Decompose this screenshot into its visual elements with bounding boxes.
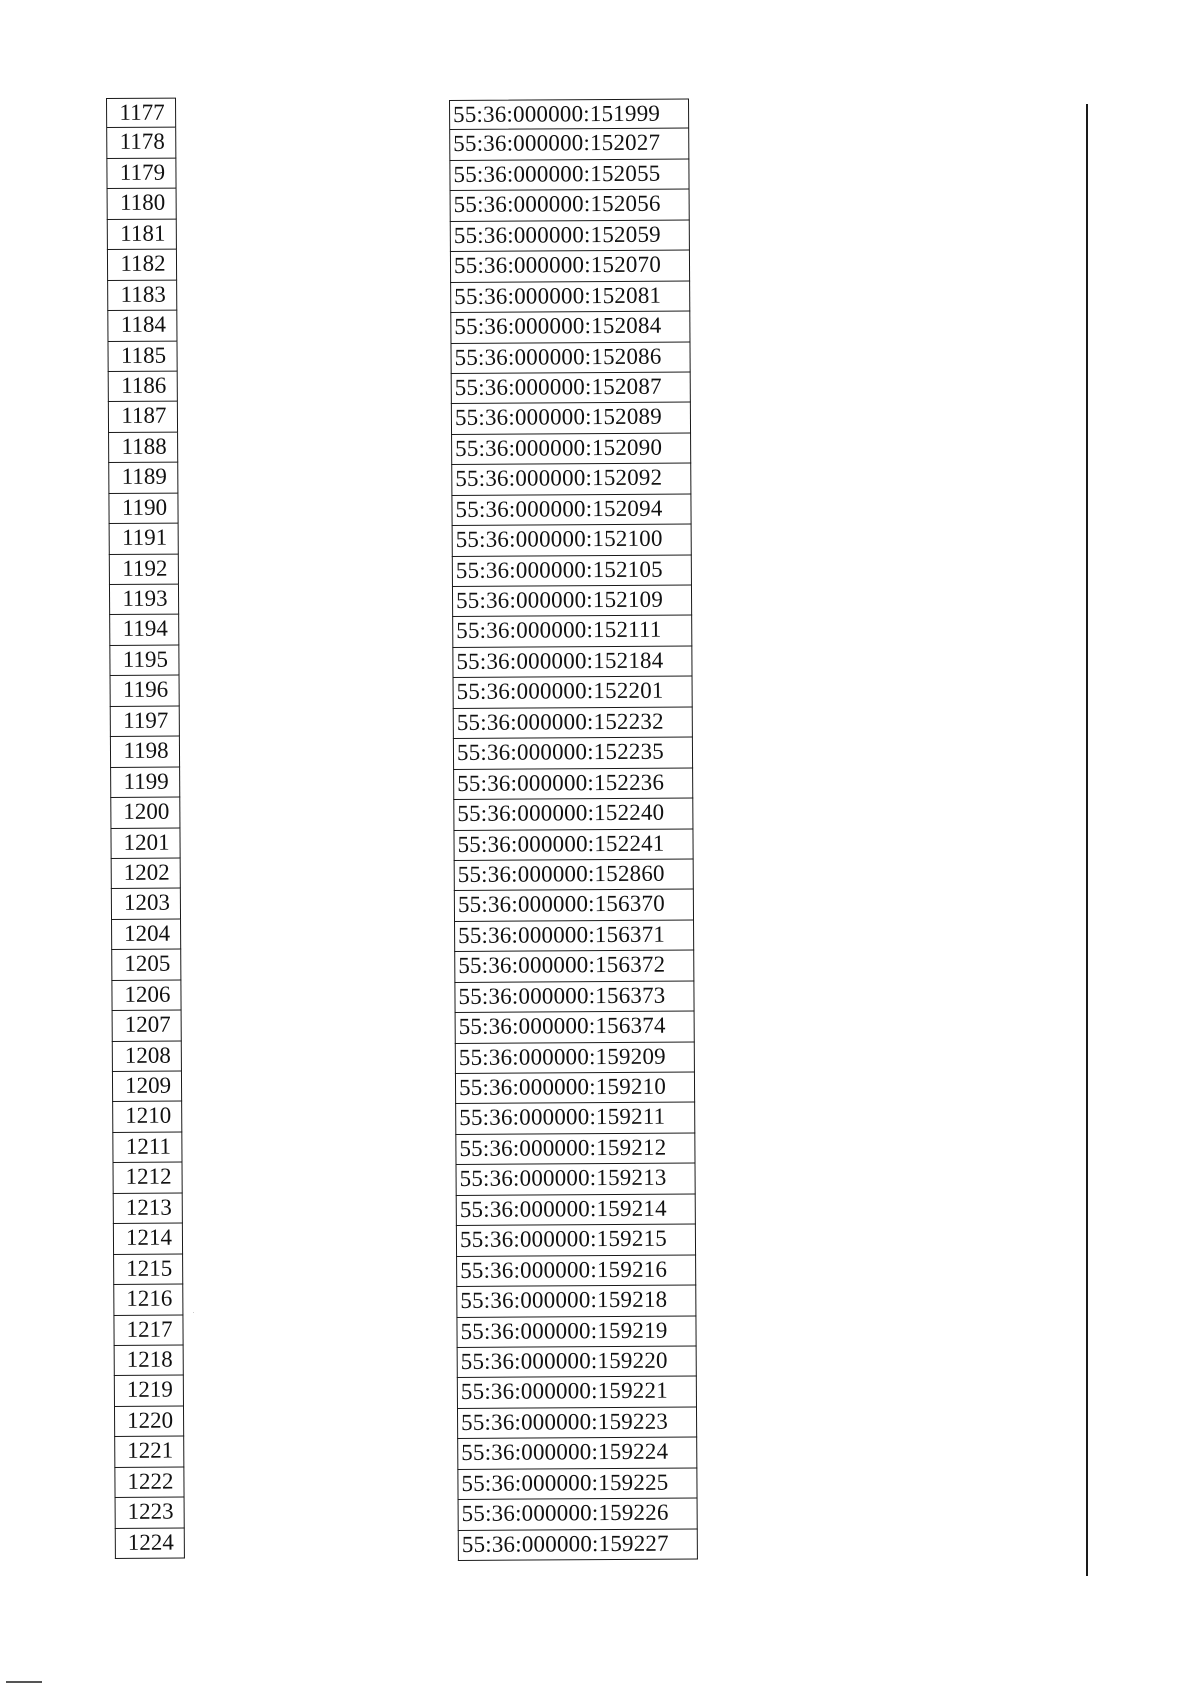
cadastral-number-cell: 55:36:000000:152089 bbox=[451, 403, 691, 435]
cadastral-number-cell: 55:36:000000:152084 bbox=[450, 312, 690, 344]
row-number-cell: 1200 bbox=[110, 798, 180, 829]
cadastral-number-cell: 55:36:000000:152240 bbox=[453, 799, 693, 831]
scan-speck bbox=[193, 1312, 194, 1313]
row-number-cell: 1199 bbox=[110, 767, 180, 798]
row-number-cell: 1193 bbox=[109, 585, 179, 616]
cadastral-number-cell: 55:36:000000:151999 bbox=[449, 99, 689, 131]
cadastral-number-cell: 55:36:000000:159214 bbox=[456, 1194, 696, 1226]
row-number-cell: 1195 bbox=[109, 645, 179, 676]
cadastral-number-cell: 55:36:000000:159220 bbox=[457, 1346, 697, 1378]
row-number-cell: 1204 bbox=[111, 919, 181, 950]
row-number-cell: 1220 bbox=[114, 1406, 184, 1437]
cadastral-number-cell: 55:36:000000:152059 bbox=[450, 220, 690, 252]
cadastral-number-column bbox=[449, 99, 698, 1561]
row-number-cell: 1191 bbox=[109, 524, 179, 555]
cadastral-number-cell: 55:36:000000:152111 bbox=[452, 616, 692, 648]
row-number-column bbox=[106, 98, 185, 1559]
row-number-cell: 1203 bbox=[111, 889, 181, 920]
row-number-cell: 1217 bbox=[113, 1315, 183, 1346]
row-number-cell: 1196 bbox=[110, 676, 180, 707]
row-number-cell: 1194 bbox=[109, 615, 179, 646]
cadastral-number-cell: 55:36:000000:159215 bbox=[456, 1225, 696, 1257]
cadastral-number-cell: 55:36:000000:159211 bbox=[455, 1103, 695, 1135]
row-number-cell: 1216 bbox=[113, 1285, 183, 1316]
cadastral-number-cell: 55:36:000000:159226 bbox=[458, 1499, 698, 1531]
row-number-cell: 1215 bbox=[113, 1254, 183, 1285]
row-number-cell: 1202 bbox=[111, 858, 181, 889]
cadastral-number-cell: 55:36:000000:156374 bbox=[455, 1012, 695, 1044]
cadastral-number-cell: 55:36:000000:152087 bbox=[451, 372, 691, 404]
cadastral-number-cell: 55:36:000000:152100 bbox=[452, 525, 692, 557]
cadastral-number-cell: 55:36:000000:152056 bbox=[450, 190, 690, 222]
row-number-cell: 1192 bbox=[109, 554, 179, 585]
cadastral-number-cell: 55:36:000000:152092 bbox=[451, 464, 691, 496]
row-number-cell: 1185 bbox=[107, 341, 177, 372]
cadastral-number-cell: 55:36:000000:152236 bbox=[453, 768, 693, 800]
row-number-cell: 1206 bbox=[111, 980, 181, 1011]
row-number-cell: 1213 bbox=[113, 1193, 183, 1224]
row-number-cell: 1197 bbox=[110, 706, 180, 737]
row-number-cell: 1180 bbox=[107, 189, 177, 220]
cadastral-number-cell: 55:36:000000:156372 bbox=[454, 951, 694, 983]
cadastral-number-cell: 55:36:000000:159225 bbox=[457, 1468, 697, 1500]
cadastral-number-cell: 55:36:000000:152090 bbox=[451, 433, 691, 465]
cadastral-number-cell: 55:36:000000:152105 bbox=[452, 555, 692, 587]
row-number-cell: 1177 bbox=[106, 98, 176, 129]
right-border-line bbox=[1086, 104, 1088, 1576]
cadastral-number-cell: 55:36:000000:159210 bbox=[455, 1073, 695, 1105]
row-number-cell: 1205 bbox=[111, 950, 181, 981]
row-number-cell: 1209 bbox=[112, 1072, 182, 1103]
cadastral-number-cell: 55:36:000000:152241 bbox=[453, 829, 693, 861]
cadastral-number-cell: 55:36:000000:159213 bbox=[456, 1164, 696, 1196]
row-number-cell: 1208 bbox=[112, 1041, 182, 1072]
cadastral-number-cell: 55:36:000000:159227 bbox=[458, 1529, 698, 1561]
row-number-cell: 1211 bbox=[112, 1132, 182, 1163]
row-number-cell: 1178 bbox=[106, 128, 176, 159]
row-number-cell: 1222 bbox=[114, 1467, 184, 1498]
row-number-cell: 1189 bbox=[108, 463, 178, 494]
cadastral-number-cell: 55:36:000000:152232 bbox=[453, 707, 693, 739]
cadastral-number-cell: 55:36:000000:152109 bbox=[452, 586, 692, 618]
row-number-cell: 1179 bbox=[106, 158, 176, 189]
row-number-cell: 1207 bbox=[112, 1011, 182, 1042]
cadastral-number-cell: 55:36:000000:156370 bbox=[454, 890, 694, 922]
cadastral-number-cell: 55:36:000000:159219 bbox=[456, 1316, 696, 1348]
cadastral-number-cell: 55:36:000000:156373 bbox=[454, 981, 694, 1013]
row-number-cell: 1218 bbox=[114, 1345, 184, 1376]
row-number-cell: 1183 bbox=[107, 280, 177, 311]
row-number-cell: 1214 bbox=[113, 1224, 183, 1255]
row-number-cell: 1181 bbox=[107, 219, 177, 250]
cadastral-number-cell: 55:36:000000:156371 bbox=[454, 920, 694, 952]
row-number-cell: 1201 bbox=[110, 828, 180, 859]
row-number-cell: 1186 bbox=[108, 372, 178, 403]
cadastral-number-cell: 55:36:000000:159218 bbox=[456, 1286, 696, 1318]
row-number-cell: 1198 bbox=[110, 737, 180, 768]
row-number-cell: 1188 bbox=[108, 432, 178, 463]
cadastral-number-cell: 55:36:000000:159224 bbox=[457, 1438, 697, 1470]
cadastral-number-cell: 55:36:000000:152055 bbox=[449, 159, 689, 191]
cadastral-number-cell: 55:36:000000:152027 bbox=[449, 129, 689, 161]
row-number-cell: 1184 bbox=[107, 311, 177, 342]
cadastral-number-cell: 55:36:000000:152201 bbox=[453, 677, 693, 709]
row-number-cell: 1187 bbox=[108, 402, 178, 433]
cadastral-number-cell: 55:36:000000:152184 bbox=[452, 646, 692, 678]
row-number-cell: 1224 bbox=[115, 1528, 185, 1559]
row-number-cell: 1219 bbox=[114, 1376, 184, 1407]
cadastral-number-cell: 55:36:000000:152086 bbox=[450, 342, 690, 374]
cadastral-number-cell: 55:36:000000:152235 bbox=[453, 738, 693, 770]
cadastral-number-cell: 55:36:000000:152081 bbox=[450, 281, 690, 313]
row-number-cell: 1212 bbox=[113, 1163, 183, 1194]
cadastral-number-cell: 55:36:000000:152070 bbox=[450, 251, 690, 283]
row-number-cell: 1190 bbox=[108, 493, 178, 524]
scan-edge-mark bbox=[6, 1681, 42, 1683]
cadastral-number-cell: 55:36:000000:159209 bbox=[455, 1042, 695, 1074]
row-number-cell: 1223 bbox=[115, 1498, 185, 1529]
cadastral-number-cell: 55:36:000000:152094 bbox=[451, 494, 691, 526]
cadastral-number-cell: 55:36:000000:152860 bbox=[454, 859, 694, 891]
cadastral-number-cell: 55:36:000000:159221 bbox=[457, 1377, 697, 1409]
row-number-cell: 1182 bbox=[107, 250, 177, 281]
cadastral-number-cell: 55:36:000000:159212 bbox=[455, 1133, 695, 1165]
cadastral-number-cell: 55:36:000000:159223 bbox=[457, 1407, 697, 1439]
row-number-cell: 1210 bbox=[112, 1102, 182, 1133]
cadastral-number-cell: 55:36:000000:159216 bbox=[456, 1255, 696, 1287]
row-number-cell: 1221 bbox=[114, 1437, 184, 1468]
